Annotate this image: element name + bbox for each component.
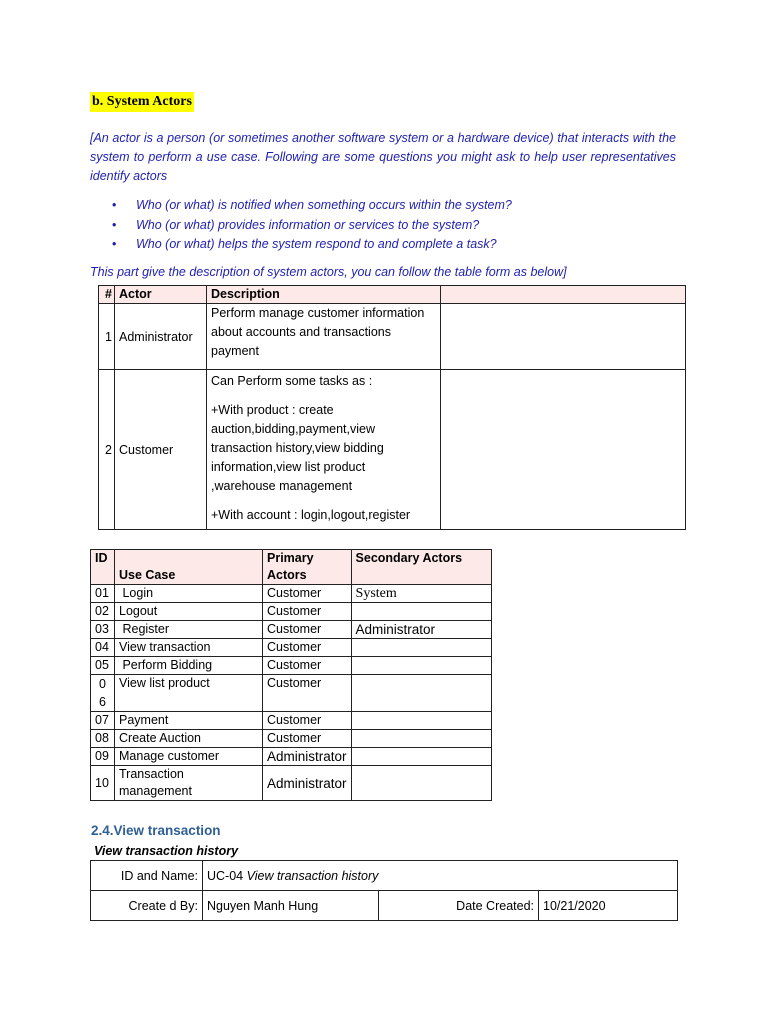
list-item: • Who (or what) is notified when something occurs within the system? xyxy=(112,196,512,216)
uc-name: Login xyxy=(115,585,263,603)
bullet-icon: • xyxy=(112,237,117,251)
uc-id: 01 xyxy=(91,585,115,603)
created-by-value: Nguyen Manh Hung xyxy=(203,891,379,921)
table-row xyxy=(91,657,492,675)
uc-name: Manage customer xyxy=(115,748,263,766)
uc-secondary: System xyxy=(351,585,491,603)
uc-id: 0 6 xyxy=(91,675,115,712)
table-row xyxy=(91,748,492,766)
actor-num: 2 xyxy=(99,370,115,530)
uc-primary: Customer xyxy=(263,585,352,603)
header-actor: Actor xyxy=(115,286,207,304)
uc-name: Transaction management xyxy=(115,766,263,801)
uc-secondary xyxy=(351,748,491,766)
uc-id: 04 xyxy=(91,639,115,657)
uc-secondary xyxy=(351,730,491,748)
uc-primary: Customer xyxy=(263,639,352,657)
uc-secondary xyxy=(351,675,491,712)
table-header-row xyxy=(91,550,492,585)
actor-description: Can Perform some tasks as : +With product : create auction,bidding,payment,view transaction history,view bidding information,view list product ,warehouse management +With account : login,logout,register xyxy=(207,370,441,530)
table-row xyxy=(91,603,492,621)
header-primary-actors: Primary Actors xyxy=(263,550,352,585)
bullet-icon: • xyxy=(112,217,117,232)
uc-name: Logout xyxy=(115,603,263,621)
uc-secondary xyxy=(351,712,491,730)
uc-id: 07 xyxy=(91,712,115,730)
list-item: • Who (or what) helps the system respond to and complete a task? xyxy=(112,235,512,255)
table-row xyxy=(91,675,492,712)
bullet-list xyxy=(112,196,512,255)
table-header-row xyxy=(99,286,686,304)
header-extra xyxy=(441,286,686,304)
uc-id: 10 xyxy=(91,766,115,801)
bullet-icon: • xyxy=(112,198,117,212)
uc-name: Create Auction xyxy=(115,730,263,748)
header-description: Description xyxy=(207,286,441,304)
uc-id: 02 xyxy=(91,603,115,621)
uc-name: Payment xyxy=(115,712,263,730)
uc-name: View list product xyxy=(115,675,263,712)
uc-primary: Customer xyxy=(263,712,352,730)
created-by-label: Create d By: xyxy=(91,891,203,921)
table-row xyxy=(91,730,492,748)
table-row xyxy=(91,639,492,657)
table-row xyxy=(91,712,492,730)
date-created-value: 10/21/2020 xyxy=(539,891,678,921)
actor-name: Customer xyxy=(115,370,207,530)
uc-secondary xyxy=(351,639,491,657)
uc-name: Register xyxy=(115,621,263,639)
header-secondary-actors: Secondary Actors xyxy=(351,550,491,585)
table-row xyxy=(91,621,492,639)
intro-paragraph: [An actor is a person (or sometimes another software system or a hardware device) that interacts with the system to perform a use case. Following are some questions you might ask to help user representatives identify actors xyxy=(90,131,676,183)
uc-id: 09 xyxy=(91,748,115,766)
section-subtitle: View transaction history xyxy=(94,844,239,858)
table-row xyxy=(91,861,678,891)
header-use-case: Use Case xyxy=(115,550,263,585)
table-row xyxy=(91,891,678,921)
usecase-detail-table xyxy=(90,860,678,921)
id-value: UC-04 View transaction history xyxy=(203,861,678,891)
uc-primary: Administrator xyxy=(263,766,352,801)
table-row xyxy=(91,766,492,801)
actor-extra xyxy=(441,370,686,530)
uc-secondary xyxy=(351,657,491,675)
uc-name: Perform Bidding xyxy=(115,657,263,675)
uc-primary: Administrator xyxy=(263,748,352,766)
table-row xyxy=(91,585,492,603)
table-row xyxy=(99,304,686,370)
uc-primary: Customer xyxy=(263,675,352,712)
uc-primary: Customer xyxy=(263,621,352,639)
header-num: # xyxy=(99,286,115,304)
section-heading: b. System Actors xyxy=(90,92,194,112)
table-row xyxy=(99,370,686,530)
id-label: ID and Name: xyxy=(91,861,203,891)
uc-primary: Customer xyxy=(263,730,352,748)
uc-name: View transaction xyxy=(115,639,263,657)
date-created-label: Date Created: xyxy=(379,891,539,921)
usecase-table xyxy=(90,549,492,801)
uc-id: 03 xyxy=(91,621,115,639)
actors-table xyxy=(98,285,686,530)
table-note: This part give the description of system actors, you can follow the table form as below] xyxy=(90,265,567,279)
uc-secondary: Administrator xyxy=(351,621,491,639)
uc-primary: Customer xyxy=(263,657,352,675)
uc-secondary xyxy=(351,603,491,621)
uc-primary: Customer xyxy=(263,603,352,621)
uc-id: 05 xyxy=(91,657,115,675)
actor-num: 1 xyxy=(99,304,115,370)
actor-extra xyxy=(441,304,686,370)
section-title: 2.4.View transaction xyxy=(91,823,221,838)
uc-id: 08 xyxy=(91,730,115,748)
uc-secondary xyxy=(351,766,491,801)
list-item: • Who (or what) provides information or services to the system? xyxy=(112,216,512,236)
actor-name: Administrator xyxy=(115,304,207,370)
actor-description: Perform manage customer information about accounts and transactions payment xyxy=(207,304,441,370)
header-id: ID xyxy=(91,550,115,585)
